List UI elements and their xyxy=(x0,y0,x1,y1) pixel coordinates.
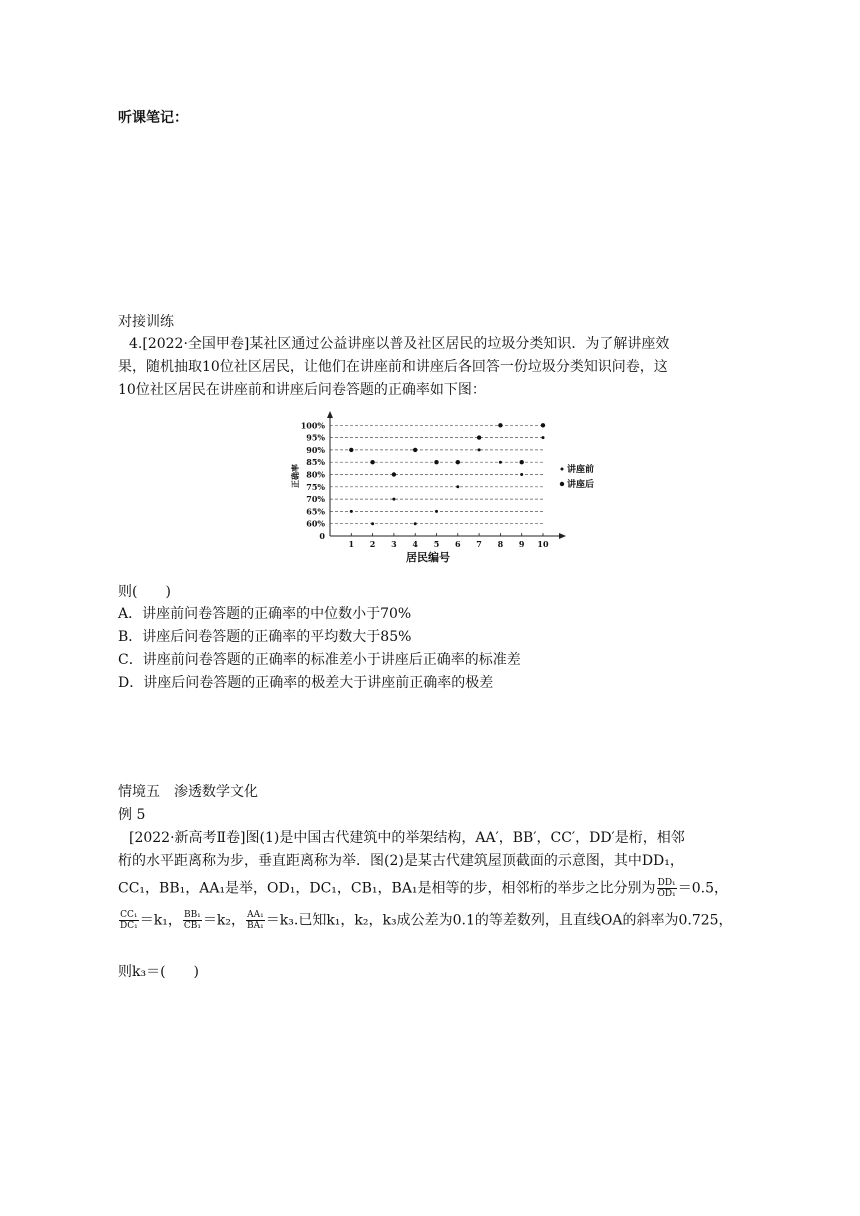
x-axis-label: 居民编号 xyxy=(406,551,450,564)
y-axis-arrow xyxy=(327,411,333,418)
example-line-5: 则k₃＝( ) xyxy=(118,964,200,980)
frac-num: BB₁ xyxy=(183,910,201,920)
scatter-chart xyxy=(290,410,595,570)
point-before xyxy=(499,461,502,464)
example-line-2: 桁的水平距离称为步，垂直距离称为举．图(2)是某古代建筑屋顶截面的示意图，其中DD₁， xyxy=(118,853,684,869)
question-line-2: 果，随机抽取10位社区居民，让他们在讲座前和讲座后各回答一份垃圾分类知识问卷，这 xyxy=(118,359,668,375)
k3-value: ＝k₃. xyxy=(265,912,299,929)
example-line-4 xyxy=(118,910,733,931)
point-after xyxy=(477,435,481,439)
point-after xyxy=(520,460,524,464)
x-tick-label: 6 xyxy=(455,539,461,549)
legend-label: 讲座前 xyxy=(567,465,595,475)
legend-label: 讲座后 xyxy=(567,480,595,490)
option-b: B．讲座后问卷答题的正确率的平均数大于85% xyxy=(118,629,412,645)
x-axis-arrow xyxy=(559,533,566,539)
chart-legend xyxy=(560,463,594,490)
x-tick-label: 8 xyxy=(497,539,504,549)
option-c: C．讲座前问卷答题的正确率的标准差小于讲座后正确率的标准差 xyxy=(118,652,521,668)
x-tick-label: 4 xyxy=(412,539,418,549)
point-after xyxy=(349,448,353,452)
y-tick-label: 100% xyxy=(300,420,325,431)
ratio-value: ＝0.5， xyxy=(677,880,729,897)
x-tick-label: 2 xyxy=(369,539,376,549)
legend-marker xyxy=(561,468,564,471)
y-tick-label: 80% xyxy=(306,469,325,480)
fraction-k1 xyxy=(119,910,139,931)
x-tick-label: 1 xyxy=(348,539,355,549)
chart-grid xyxy=(330,425,545,523)
option-d: D．讲座后问卷答题的正确率的极差大于讲座前正确率的极差 xyxy=(118,675,494,691)
question-line-1: 4.[2022·全国甲卷]某社区通过公益讲座以普及社区居民的垃圾分类知识．为了解讲座效 xyxy=(129,336,670,352)
frac-num: DD₁ xyxy=(657,878,676,888)
example-label: 例 5 xyxy=(118,807,146,823)
y-tick-label: 95% xyxy=(306,432,325,443)
example-line-3-text: CC₁，BB₁，AA₁是举，OD₁，DC₁，CB₁，BA₁是相等的步，相邻桁的举步之比分别为 xyxy=(118,880,656,897)
legend-marker xyxy=(560,482,564,486)
y-tick-label: 85% xyxy=(306,457,325,468)
point-before xyxy=(478,448,481,451)
point-after xyxy=(413,448,417,452)
point-after xyxy=(541,423,545,427)
example-line-3 xyxy=(118,878,728,899)
point-after xyxy=(456,460,460,464)
y-tick-label: 75% xyxy=(306,481,325,492)
y-tick-label: 70% xyxy=(306,494,325,505)
option-a: A．讲座前问卷答题的正确率的中位数小于70% xyxy=(118,606,412,622)
y-tick-label: 60% xyxy=(306,518,325,529)
point-after xyxy=(392,472,396,476)
frac-den: BA₁ xyxy=(247,921,264,931)
fraction-k3 xyxy=(246,910,265,931)
x-tick-label: 7 xyxy=(476,539,482,549)
point-before xyxy=(371,522,374,525)
y-tick-label: 65% xyxy=(306,506,325,517)
x-tick-label: 9 xyxy=(518,539,525,549)
point-before xyxy=(435,510,438,513)
point-before xyxy=(520,473,523,476)
then-text: 则( ) xyxy=(118,584,171,600)
example-line-4-text: 已知k₁，k₂，k₃成公差为0.1的等差数列，且直线OA的斜率为0.725， xyxy=(298,912,733,929)
point-before xyxy=(456,485,459,488)
x-tick-label: 10 xyxy=(537,539,549,549)
x-tick-label: 3 xyxy=(391,539,397,549)
frac-den: OD₁ xyxy=(657,889,676,899)
example-line-1: [2022·新高考Ⅱ卷]图(1)是中国古代建筑中的举架结构，AA′，BB′，CC′，DD′是桁，相邻 xyxy=(129,830,685,846)
point-after xyxy=(434,460,438,464)
point-before xyxy=(392,498,395,501)
frac-den: CB₁ xyxy=(183,921,201,931)
notes-heading: 听课笔记： xyxy=(118,110,188,126)
frac-num: AA₁ xyxy=(247,910,264,920)
k1-value: ＝k₁， xyxy=(139,912,182,929)
practice-heading: 对接训练 xyxy=(118,314,174,330)
fraction-k2 xyxy=(183,910,202,931)
y-axis-label: 正确率 xyxy=(290,464,300,488)
point-before xyxy=(542,436,545,439)
point-before xyxy=(414,522,417,525)
scenario-heading: 情境五 渗透数学文化 xyxy=(118,784,258,800)
k2-value: ＝k₂， xyxy=(202,912,246,929)
point-before xyxy=(350,510,353,513)
point-after xyxy=(370,460,374,464)
fraction-dd1-od1 xyxy=(657,878,677,899)
frac-den: DC₁ xyxy=(120,921,138,931)
point-after xyxy=(498,423,502,427)
y-tick-label: 90% xyxy=(306,444,325,455)
y-tick-label: 0 xyxy=(319,531,325,541)
question-line-3: 10位社区居民在讲座前和讲座后问卷答题的正确率如下图： xyxy=(118,382,486,398)
frac-num: CC₁ xyxy=(120,910,138,920)
chart-axes xyxy=(290,411,566,564)
x-tick-label: 5 xyxy=(433,539,440,549)
